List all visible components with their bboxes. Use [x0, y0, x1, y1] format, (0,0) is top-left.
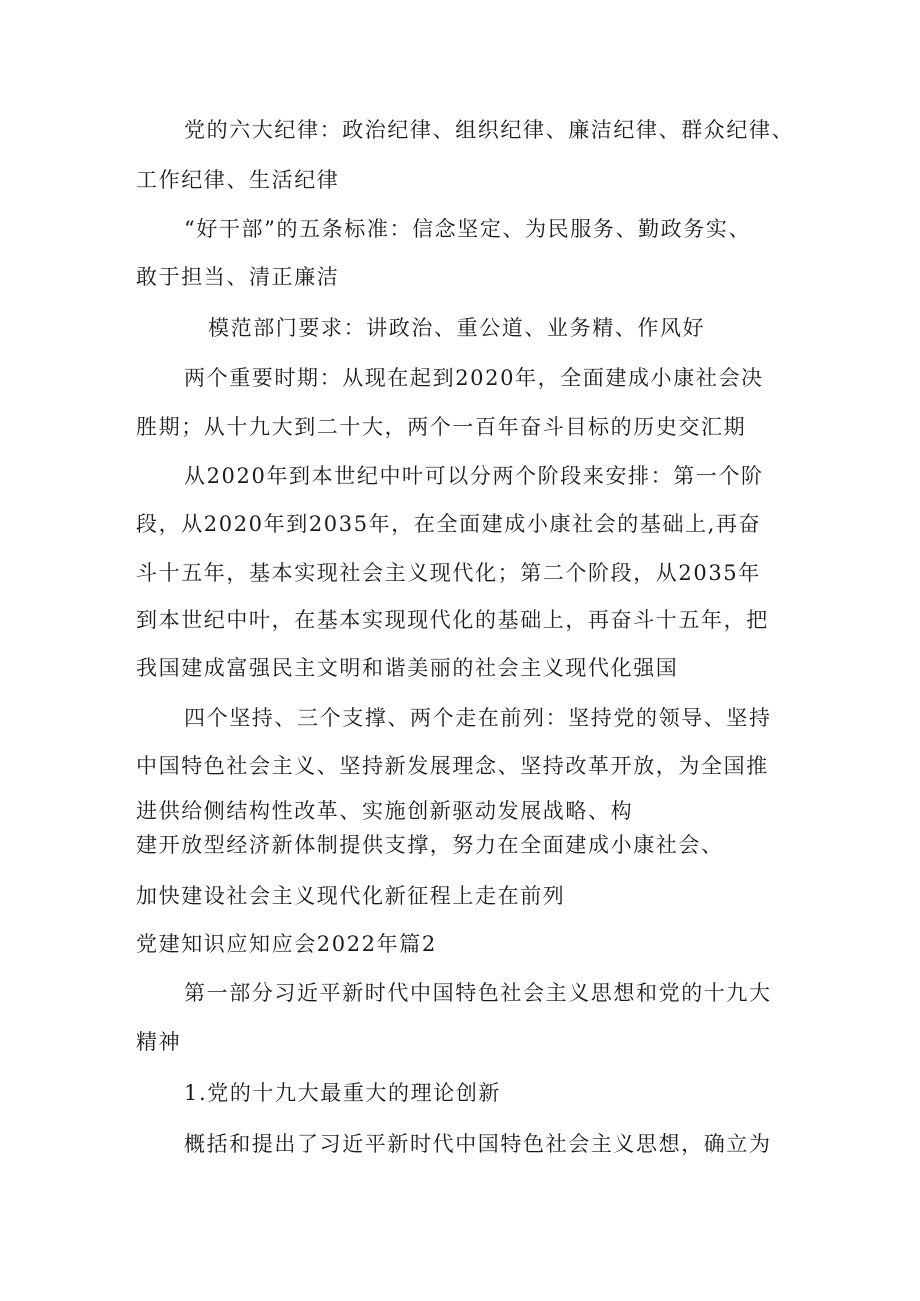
text-line: “好干部”的五条标准：信念坚定、为民服务、勤政务实、: [184, 217, 752, 241]
text-line: 胜期；从十九大到二十大，两个一百年奋斗目标的历史交汇期: [136, 415, 747, 439]
text-line: 敢于担当、清正廉洁: [136, 265, 340, 289]
text-line: 从2020年到本世纪中叶可以分两个阶段来安排：第一个阶: [184, 464, 764, 488]
section-heading: 党建知识应知应会2022年篇2: [136, 932, 437, 956]
text-line: 段，从2020年到2035年，在全面建成小康社会的基础上,再奋: [136, 512, 762, 536]
text-line: 模范部门要求：讲政治、重公道、业务精、作风好: [208, 316, 706, 340]
numbered-heading: 1.党的十九大最重大的理论创新: [184, 1081, 502, 1105]
text-line: 进供给侧结构性改革、实施创新驱动发展战略、构: [136, 799, 634, 823]
text-line: 第一部分习近平新时代中国特色社会主义思想和党的十九大: [184, 981, 772, 1005]
text-line: 中国特色社会主义、坚持新发展理念、坚持改革开放，为全国推: [136, 754, 769, 778]
text-line: 我国建成富强民主文明和谐美丽的社会主义现代化强国: [136, 656, 679, 680]
text-line: 党的六大纪律：政治纪律、组织纪律、廉洁纪律、群众纪律、: [184, 118, 795, 142]
text-line: 到本世纪中叶，在基本实现现代化的基础上，再奋斗十五年，把: [136, 608, 769, 632]
text-line: 斗十五年，基本实现社会主义现代化；第二个阶段，从2035年: [136, 561, 761, 585]
text-line: 四个坚持、三个支撑、两个走在前列：坚持党的领导、坚持: [184, 706, 772, 730]
text-line: 精神: [136, 1030, 182, 1054]
text-line: 两个重要时期：从现在起到2020年，全面建成小康社会决: [184, 366, 764, 390]
text-line: 概括和提出了习近平新时代中国特色社会主义思想，确立为: [184, 1132, 772, 1156]
text-line: 工作纪律、生活纪律: [136, 168, 340, 192]
text-line: 建开放型经济新体制提供支撑，努力在全面建成小康社会、: [136, 833, 724, 857]
text-line: 加快建设社会主义现代化新征程上走在前列: [136, 884, 566, 908]
